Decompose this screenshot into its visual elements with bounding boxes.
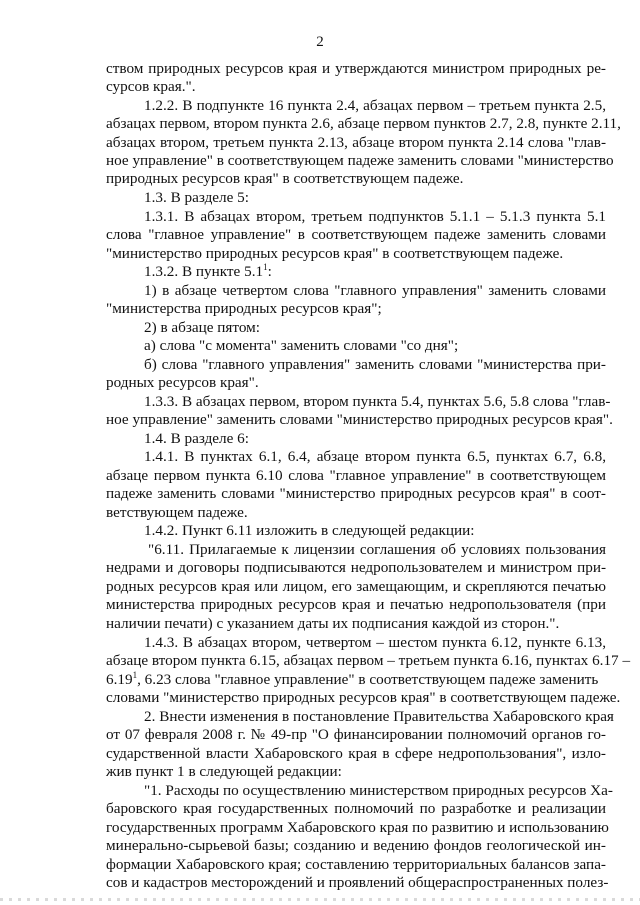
text-run: 1.3.2. В пункте 5.1 bbox=[144, 263, 264, 280]
quoted-line: "1. Расходы по осуществлению министерством природных ресурсов Ха- bbox=[144, 782, 613, 799]
page-number: 2 bbox=[316, 34, 324, 50]
quoted-line: формации Хабаровского края; составлению территориальных балансов запа- bbox=[106, 856, 606, 873]
text-line: 2. Внести изменения в постановление Правительства Хабаровского края bbox=[144, 708, 614, 725]
text-line: 2) в абзаце пятом: bbox=[144, 319, 260, 336]
text-line: 1.2.2. В подпункте 16 пункта 2.4, абзацах первом – третьем пункта 2.5, bbox=[144, 97, 606, 114]
text-line: ное управление" заменить словами "министерство природных ресурсов края". bbox=[106, 411, 613, 428]
text-line: абзаце втором пункта 6.15, абзацах первом – третьем пункта 6.16, пунктах 6.17 – bbox=[106, 652, 631, 669]
text-line: 1) в абзаце четвертом слова "главного управления" заменить словами bbox=[144, 282, 606, 299]
text-line: сурсов края.". bbox=[106, 78, 196, 95]
section-heading: 1.3. В разделе 5: bbox=[144, 189, 249, 206]
quoted-line: министерства природных ресурсов края и печатью недропользователя (при bbox=[106, 596, 606, 613]
text-line: 1.3.3. В абзацах первом, втором пункта 5.4, пунктах 5.6, 5.8 слова "глав- bbox=[144, 393, 611, 410]
section-heading: 1.4. В разделе 6: bbox=[144, 430, 249, 447]
quoted-line: наличии печати) с указанием даты их подписания каждой из сторон.". bbox=[106, 615, 560, 632]
scan-edge-artifact bbox=[0, 898, 640, 901]
text-line: абзаце первом пункта 6.10 слова "главное управление" в соответствующем bbox=[106, 467, 606, 484]
text-line: абзацах втором, третьем пункта 2.13, абзаце втором пункта 2.14 слова "глав- bbox=[106, 134, 606, 151]
text-line: 1.3.1. В абзацах втором, третьем подпунктов 5.1.1 – 5.1.3 пункта 5.1 bbox=[144, 208, 606, 225]
text-line: 1.4.2. Пункт 6.11 изложить в следующей редакции: bbox=[144, 522, 475, 539]
text-run bbox=[106, 671, 598, 689]
quoted-line: недрами и договоры подписываются недропользователем и министром при- bbox=[106, 559, 606, 576]
text-line: "министерство природных ресурсов края" в соответствующем падеже. bbox=[106, 245, 564, 262]
text-line: а) слова "с момента" заменить словами "со дня"; bbox=[144, 337, 459, 354]
text-line: б) слова "главного управления" заменить словами "министерства при- bbox=[144, 356, 606, 373]
quoted-line: "6.11. Прилагаемые к лицензии соглашения об условиях пользования bbox=[148, 541, 606, 558]
superscript: 1 bbox=[132, 670, 138, 680]
text-run: : bbox=[267, 263, 272, 280]
quoted-line: баровского края государственных полномочий по разработке и реализации bbox=[106, 800, 606, 817]
text-line: 1.4.1. В пунктах 6.1, 6.4, абзаце втором пункта 6.5, пунктах 6.7, 6.8, bbox=[144, 448, 606, 465]
text-line: сударственной власти Хабаровского края в сфере недропользования", изло- bbox=[106, 745, 606, 762]
quoted-line: родных ресурсов края или лицом, его замещающим, и скрепляются печатью bbox=[106, 578, 606, 595]
text-line: ветствующем падеже. bbox=[106, 504, 248, 521]
quoted-line: минерально-сырьевой базы; созданию и ведению фондов геологической ин- bbox=[106, 837, 606, 854]
text-line bbox=[106, 671, 606, 689]
text-line: слова "главное управление" в соответствующем падеже заменить словами bbox=[106, 226, 606, 243]
text-line bbox=[144, 263, 606, 281]
text-line: ством природных ресурсов края и утверждаются министром природных ре- bbox=[106, 60, 606, 77]
text-line: ное управление" в соответствующем падеже заменить словами "министерство bbox=[106, 152, 614, 169]
text-line: абзацах первом, втором пункта 2.6, абзаце первом пунктов 2.7, 2.8, пункте 2.11, bbox=[106, 115, 621, 132]
text-line: от 07 февраля 2008 г. № 49-пр "О финансировании полномочий органов го- bbox=[106, 726, 606, 743]
text-line: жив пункт 1 в следующей редакции: bbox=[106, 763, 342, 780]
text-line: 1.4.3. В абзацах втором, четвертом – шестом пункта 6.12, пункте 6.13, bbox=[144, 634, 606, 651]
text-line: словами "министерство природных ресурсов края" в соответствующем падеже. bbox=[106, 689, 621, 706]
text-line: падеже заменить словами "министерство природных ресурсов края" в соот- bbox=[106, 485, 606, 502]
text-run: , 6.23 слова "главное управление" в соответствующем падеже заменить bbox=[137, 671, 599, 688]
text-line: родных ресурсов края". bbox=[106, 374, 259, 391]
quoted-line: государственных программ Хабаровского края по развитию и использованию bbox=[106, 819, 609, 836]
text-line: природных ресурсов края" в соответствующем падеже. bbox=[106, 170, 464, 187]
superscript: 1 bbox=[263, 262, 268, 272]
text-run: 6.19 bbox=[106, 671, 133, 688]
quoted-line: сов и кадастров месторождений и проявлений общераспространенных полез- bbox=[106, 874, 609, 891]
text-line: "министерства природных ресурсов края"; bbox=[106, 300, 382, 317]
